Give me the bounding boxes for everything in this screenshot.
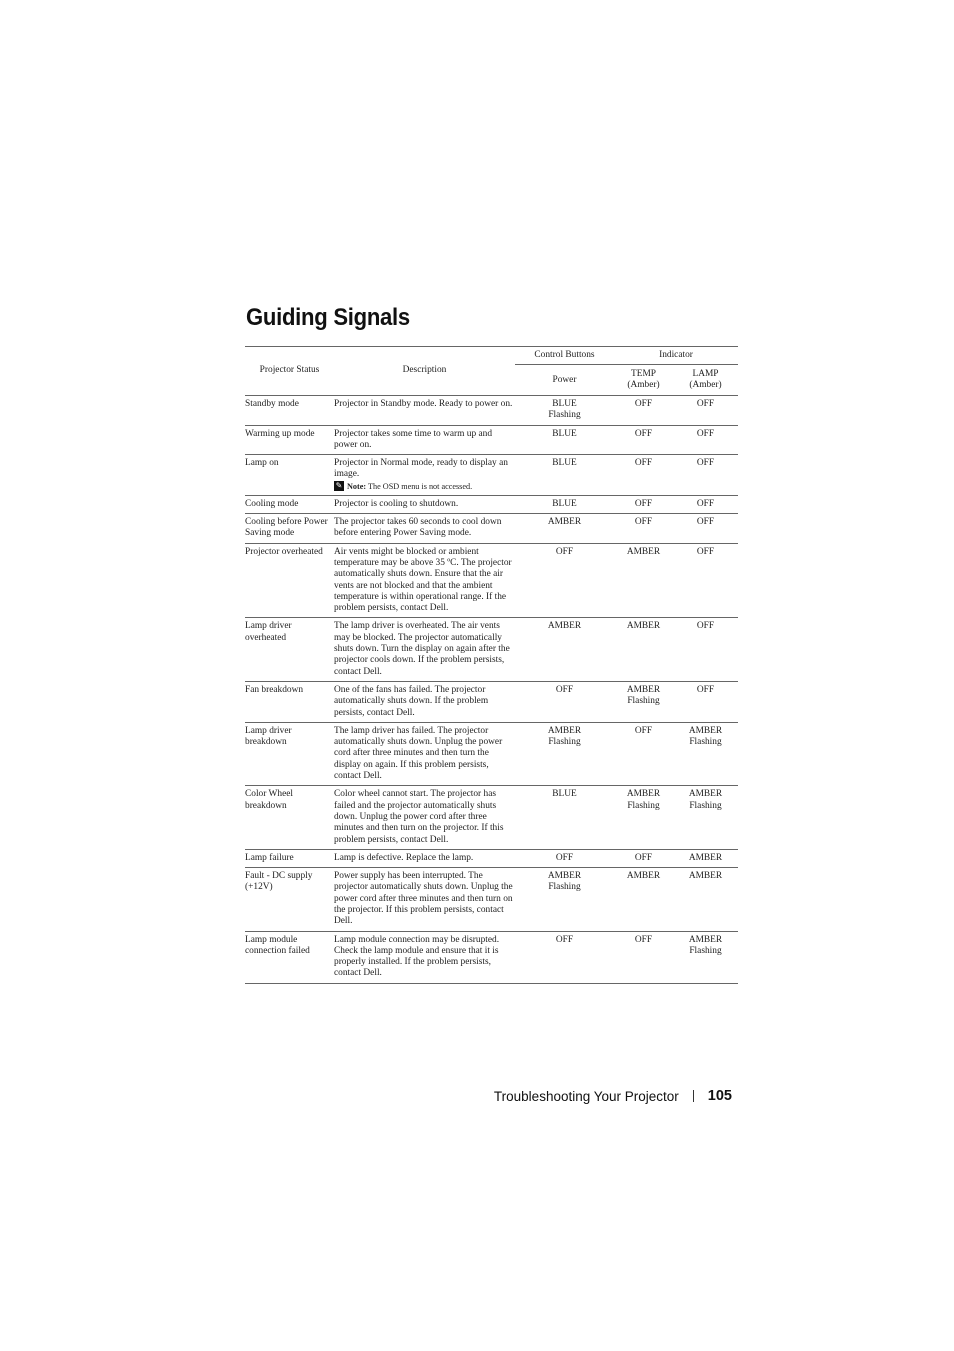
cell-temp bbox=[614, 931, 673, 983]
cell-power bbox=[515, 495, 614, 513]
cell-power-text: BLUE bbox=[552, 428, 577, 439]
cell-temp-text: OFF bbox=[634, 428, 653, 439]
table-row bbox=[245, 849, 738, 867]
cell-status bbox=[245, 618, 334, 681]
header-projector-status: Projector Status bbox=[245, 347, 334, 396]
cell-lamp bbox=[673, 495, 738, 513]
cell-temp-text: AMBER bbox=[626, 621, 661, 632]
cell-temp bbox=[614, 722, 673, 785]
cell-status bbox=[245, 543, 334, 618]
cell-power-text: BLUE Flashing bbox=[548, 399, 581, 421]
note-label: Note: bbox=[347, 481, 367, 491]
cell-temp-text: OFF bbox=[634, 498, 653, 509]
table-row bbox=[245, 618, 738, 681]
footer-separator bbox=[693, 1090, 694, 1102]
cell-temp bbox=[614, 681, 673, 722]
cell-power bbox=[515, 514, 614, 544]
table-row bbox=[245, 396, 738, 426]
table-row bbox=[245, 786, 738, 849]
cell-description-text: Projector takes some time to warm up and power on. bbox=[334, 428, 493, 450]
cell-description-text: Projector is cooling to shutdown. bbox=[334, 498, 459, 509]
cell-power-text: AMBER Flashing bbox=[547, 725, 582, 748]
cell-lamp bbox=[673, 455, 738, 496]
header-indicator: Indicator bbox=[614, 347, 738, 365]
cell-temp-text: OFF bbox=[634, 934, 653, 945]
cell-status bbox=[245, 396, 334, 426]
cell-lamp bbox=[673, 849, 738, 867]
cell-power bbox=[515, 681, 614, 722]
cell-status-text: Warming up mode bbox=[245, 428, 315, 439]
cell-lamp-text: AMBER bbox=[688, 852, 723, 863]
cell-temp-text: OFF bbox=[634, 517, 653, 528]
note bbox=[334, 481, 515, 492]
cell-temp bbox=[614, 543, 673, 618]
cell-lamp bbox=[673, 786, 738, 849]
cell-description-text: The lamp driver has failed. The projector automatically shuts down. Unplug the power cord after three minutes and then turn the display on again. If this problem persists, contact Dell. bbox=[334, 725, 503, 782]
cell-description bbox=[334, 495, 515, 513]
cell-lamp-text: OFF bbox=[696, 458, 715, 469]
table-row bbox=[245, 931, 738, 983]
cell-lamp bbox=[673, 543, 738, 618]
cell-power-text: AMBER Flashing bbox=[547, 871, 582, 893]
cell-description bbox=[334, 681, 515, 722]
cell-temp-text: AMBER bbox=[626, 546, 661, 557]
cell-status bbox=[245, 786, 334, 849]
cell-status bbox=[245, 868, 334, 931]
cell-description bbox=[334, 425, 515, 455]
footer-section-title: Troubleshooting Your Projector bbox=[493, 1088, 679, 1104]
cell-description bbox=[334, 849, 515, 867]
cell-description-text: Power supply has been interrupted. The projector automatically shuts down. Unplug the power cord after three minutes and then turn on the projector. If this problem persists, contact Dell. bbox=[334, 871, 513, 927]
cell-power bbox=[515, 849, 614, 867]
cell-temp-text: OFF bbox=[634, 725, 653, 736]
cell-temp bbox=[614, 495, 673, 513]
cell-power bbox=[515, 868, 614, 931]
header-control-buttons: Control Buttons bbox=[515, 347, 614, 365]
cell-temp bbox=[614, 786, 673, 849]
cell-temp-text: OFF bbox=[634, 458, 653, 469]
cell-temp-text: AMBER Flashing bbox=[626, 789, 661, 811]
table-row bbox=[245, 722, 738, 785]
cell-status-text: Cooling before Power Saving mode bbox=[245, 517, 328, 539]
cell-description bbox=[334, 396, 515, 426]
cell-lamp-text: OFF bbox=[696, 621, 715, 632]
table-row bbox=[245, 514, 738, 544]
cell-power bbox=[515, 543, 614, 618]
cell-description bbox=[334, 722, 515, 785]
cell-status-text: Color Wheel breakdown bbox=[245, 789, 293, 811]
cell-status-text: Lamp driver overheated bbox=[245, 621, 292, 643]
cell-power bbox=[515, 618, 614, 681]
cell-power bbox=[515, 786, 614, 849]
cell-lamp bbox=[673, 722, 738, 785]
cell-lamp-text: OFF bbox=[696, 399, 715, 409]
cell-status bbox=[245, 495, 334, 513]
cell-description bbox=[334, 514, 515, 544]
guiding-signals-table bbox=[245, 346, 738, 984]
cell-lamp bbox=[673, 514, 738, 544]
cell-power-text: AMBER bbox=[547, 621, 582, 632]
table-body bbox=[245, 396, 738, 984]
cell-temp-text: AMBER Flashing bbox=[626, 684, 661, 707]
cell-lamp-text: AMBER Flashing bbox=[688, 934, 723, 956]
cell-description-text: Lamp module connection may be disrupted. Check the lamp module and ensure that it is properly installed. If the problem persists, contact Dell. bbox=[334, 934, 500, 979]
table-row bbox=[245, 543, 738, 618]
cell-power bbox=[515, 396, 614, 426]
cell-description-text: The projector takes 60 seconds to cool down before entering Power Saving mode. bbox=[334, 517, 502, 539]
cell-description-text: Color wheel cannot start. The projector has failed and the projector automatically shuts down. Unplug the power cord after three minutes and then turn on the projector. If this problem persists, contact Dell. bbox=[334, 789, 504, 845]
cell-temp-text: AMBER bbox=[626, 871, 661, 882]
cell-description bbox=[334, 931, 515, 983]
cell-status bbox=[245, 681, 334, 722]
cell-lamp-text: AMBER Flashing bbox=[688, 725, 723, 748]
cell-description-text: Air vents might be blocked or ambient temperature may be above 35 ºC. The projector automatically shuts down. Ensure that the air vents are not blocked and that the ambient temperature is within operational range. If the problem persists, contact Dell. bbox=[334, 546, 512, 614]
page-title: Guiding Signals bbox=[246, 304, 410, 331]
cell-status bbox=[245, 425, 334, 455]
cell-lamp bbox=[673, 868, 738, 931]
cell-description bbox=[334, 618, 515, 681]
cell-status bbox=[245, 931, 334, 983]
cell-description-text: Projector in Normal mode, ready to display an image. bbox=[334, 458, 508, 480]
cell-power-text: OFF bbox=[555, 684, 574, 695]
cell-description bbox=[334, 868, 515, 931]
cell-lamp-text: AMBER bbox=[688, 871, 723, 882]
table-row bbox=[245, 455, 738, 496]
cell-power-text: OFF bbox=[555, 852, 574, 863]
cell-power bbox=[515, 425, 614, 455]
cell-status bbox=[245, 455, 334, 496]
cell-temp-text: OFF bbox=[634, 399, 653, 409]
cell-power-text: BLUE bbox=[552, 498, 577, 509]
header-power: Power bbox=[515, 365, 614, 396]
cell-lamp-text: OFF bbox=[696, 546, 715, 557]
note-pencil-icon: ✎ bbox=[335, 481, 343, 491]
cell-lamp-text: OFF bbox=[696, 428, 715, 439]
cell-status-text: Projector overheated bbox=[245, 546, 323, 557]
cell-power bbox=[515, 722, 614, 785]
table-row bbox=[245, 495, 738, 513]
cell-lamp-text: OFF bbox=[696, 684, 715, 695]
header-lamp: LAMP (Amber) bbox=[673, 365, 738, 396]
cell-temp bbox=[614, 849, 673, 867]
cell-power-text: AMBER bbox=[547, 517, 582, 528]
cell-lamp bbox=[673, 396, 738, 426]
cell-temp bbox=[614, 396, 673, 426]
header-description: Description bbox=[334, 347, 515, 396]
cell-lamp bbox=[673, 931, 738, 983]
cell-temp bbox=[614, 868, 673, 931]
cell-power-text: OFF bbox=[555, 934, 574, 945]
cell-lamp bbox=[673, 618, 738, 681]
cell-description-text: One of the fans has failed. The projector automatically shuts down. If the problem persists, contact Dell. bbox=[334, 684, 489, 718]
cell-description-text: The lamp driver is overheated. The air vents may be blocked. The projector automatically shuts down. Turn the display on again after the projector cools down. If the problem persists, contact Dell. bbox=[334, 621, 510, 677]
cell-description bbox=[334, 786, 515, 849]
cell-status-text: Lamp on bbox=[245, 458, 279, 469]
cell-lamp-text: OFF bbox=[696, 498, 715, 509]
table-row bbox=[245, 681, 738, 722]
cell-status-text: Lamp module connection failed bbox=[245, 934, 310, 956]
cell-temp bbox=[614, 514, 673, 544]
cell-lamp-text: AMBER Flashing bbox=[688, 789, 723, 811]
cell-status-text: Fan breakdown bbox=[245, 684, 304, 695]
header-temp: TEMP (Amber) bbox=[614, 365, 673, 396]
cell-temp-text: OFF bbox=[634, 852, 653, 863]
cell-temp bbox=[614, 618, 673, 681]
cell-power bbox=[515, 455, 614, 496]
table-row bbox=[245, 868, 738, 931]
cell-temp bbox=[614, 425, 673, 455]
cell-status bbox=[245, 722, 334, 785]
table-row bbox=[245, 425, 738, 455]
cell-description-text: Projector in Standby mode. Ready to power on. bbox=[334, 399, 513, 409]
cell-description-text: Lamp is defective. Replace the lamp. bbox=[334, 852, 474, 863]
cell-status bbox=[245, 514, 334, 544]
cell-status-text: Lamp driver breakdown bbox=[245, 725, 292, 748]
cell-lamp bbox=[673, 681, 738, 722]
cell-lamp bbox=[673, 425, 738, 455]
cell-description bbox=[334, 455, 515, 496]
cell-lamp-text: OFF bbox=[696, 517, 715, 528]
cell-description bbox=[334, 543, 515, 618]
page-number: 105 bbox=[707, 1088, 732, 1104]
note-text: The OSD menu is not accessed. bbox=[368, 481, 473, 491]
cell-power-text: OFF bbox=[555, 546, 574, 557]
cell-power bbox=[515, 931, 614, 983]
cell-temp bbox=[614, 455, 673, 496]
page-footer bbox=[494, 1088, 732, 1104]
cell-status bbox=[245, 849, 334, 867]
cell-power-text: BLUE bbox=[552, 458, 577, 469]
cell-power-text: BLUE bbox=[552, 789, 577, 800]
cell-status-text: Standby mode bbox=[245, 399, 299, 409]
cell-status-text: Fault - DC supply (+12V) bbox=[245, 871, 313, 893]
cell-status-text: Lamp failure bbox=[245, 852, 294, 863]
cell-status-text: Cooling mode bbox=[245, 498, 299, 509]
